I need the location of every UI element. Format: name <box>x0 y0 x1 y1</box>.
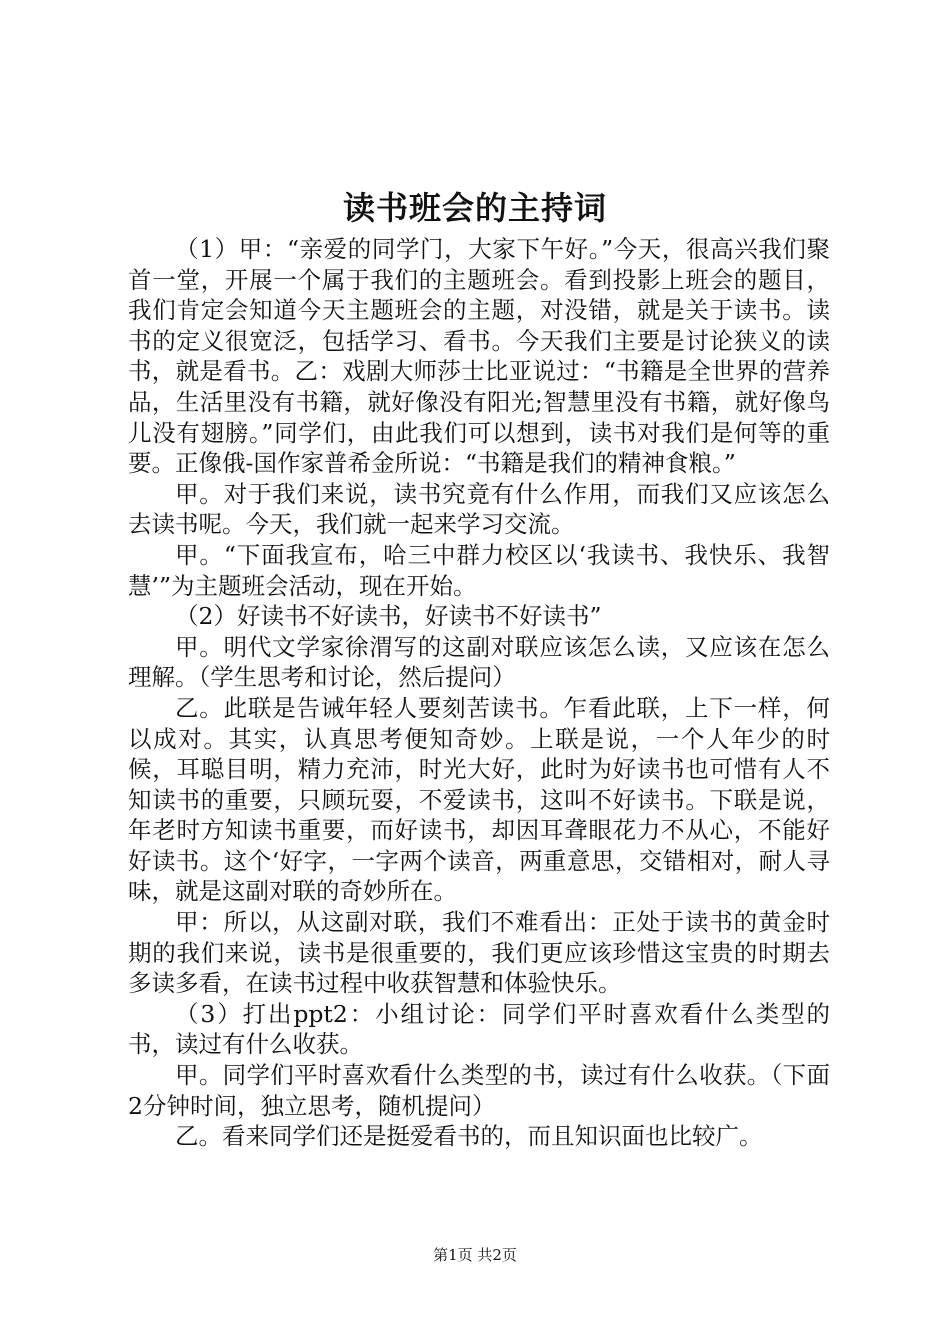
paragraph: 乙。此联是告诫年轻人要刻苦读书。乍看此联，上下一样，何以成对。其实，认真思考便知奇妙。上联是说，一个人年少的时候，耳聪目明，精力充沛，时光大好，此时为好读书也可惜有人不知读书的重要，只顾玩耍，不爱读书，这叫不好读书。下联是说，年老时方知读书重要，而好读书，却因耳聋眼花力不从心，不能好好读书。这个‘好字，一字两个读音，两重意思，交错相对，耐人寻味，就是这副对联的奇妙所在。 <box>128 693 830 906</box>
paragraph: （3）打出ppt2：小组讨论：同学们平时喜欢看什么类型的书，读过有什么收获。 <box>128 999 830 1059</box>
paragraph: 甲。对于我们来说，读书究竟有什么作用，而我们又应该怎么去读书呢。今天，我们就一起来学习交流。 <box>128 479 830 539</box>
paragraph: 甲。“下面我宣布，哈三中群力校区以‘我读书、我快乐、我智慧’”为主题班会活动，现在开始。 <box>128 540 830 600</box>
paragraph: 甲。同学们平时喜欢看什么类型的书，读过有什么收获。（下面2分钟时间，独立思考，随机提问） <box>128 1061 830 1120</box>
paragraph: （1）甲：“亲爱的同学门，大家下午好。”今天，很高兴我们聚首一堂，开展一个属于我们的主题班会。看到投影上班会的题目，我们肯定会知道今天主题班会的主题，对没错，就是关于读书。读书的定义很宽泛，包括学习、看书。今天我们主要是讨论狭义的读书，就是看书。乙：戏剧大师莎士比亚说过：“书籍是全世界的营养品，生活里没有书籍，就好像没有阳光;智慧里没有书籍，就好像鸟儿没有翅膀。”同学们，由此我们可以想到，读书对我们是何等的重要。正像俄-国作家普希金所说：“书籍是我们的精神食粮。” <box>128 235 830 478</box>
page-footer: 第1页 共2页 <box>433 1246 517 1264</box>
paragraph: 甲。明代文学家徐渭写的这副对联应该怎么读，又应该在怎么理解。（学生思考和讨论，然后提问） <box>128 632 830 692</box>
paragraph: 甲：所以，从这副对联，我们不难看出：正处于读书的黄金时期的我们来说，读书是很重要的，我们更应该珍惜这宝贵的时期去多读多看，在读书过程中收获智慧和体验快乐。 <box>128 908 830 998</box>
document-body <box>128 234 830 1152</box>
document-title: 读书班会的主持词 <box>342 189 607 227</box>
paragraph: 乙。看来同学们还是挺爱看书的，而且知识面也比较广。 <box>175 1122 763 1151</box>
paragraph: （2）好读书不好读书，好读书不好读书” <box>175 602 602 631</box>
